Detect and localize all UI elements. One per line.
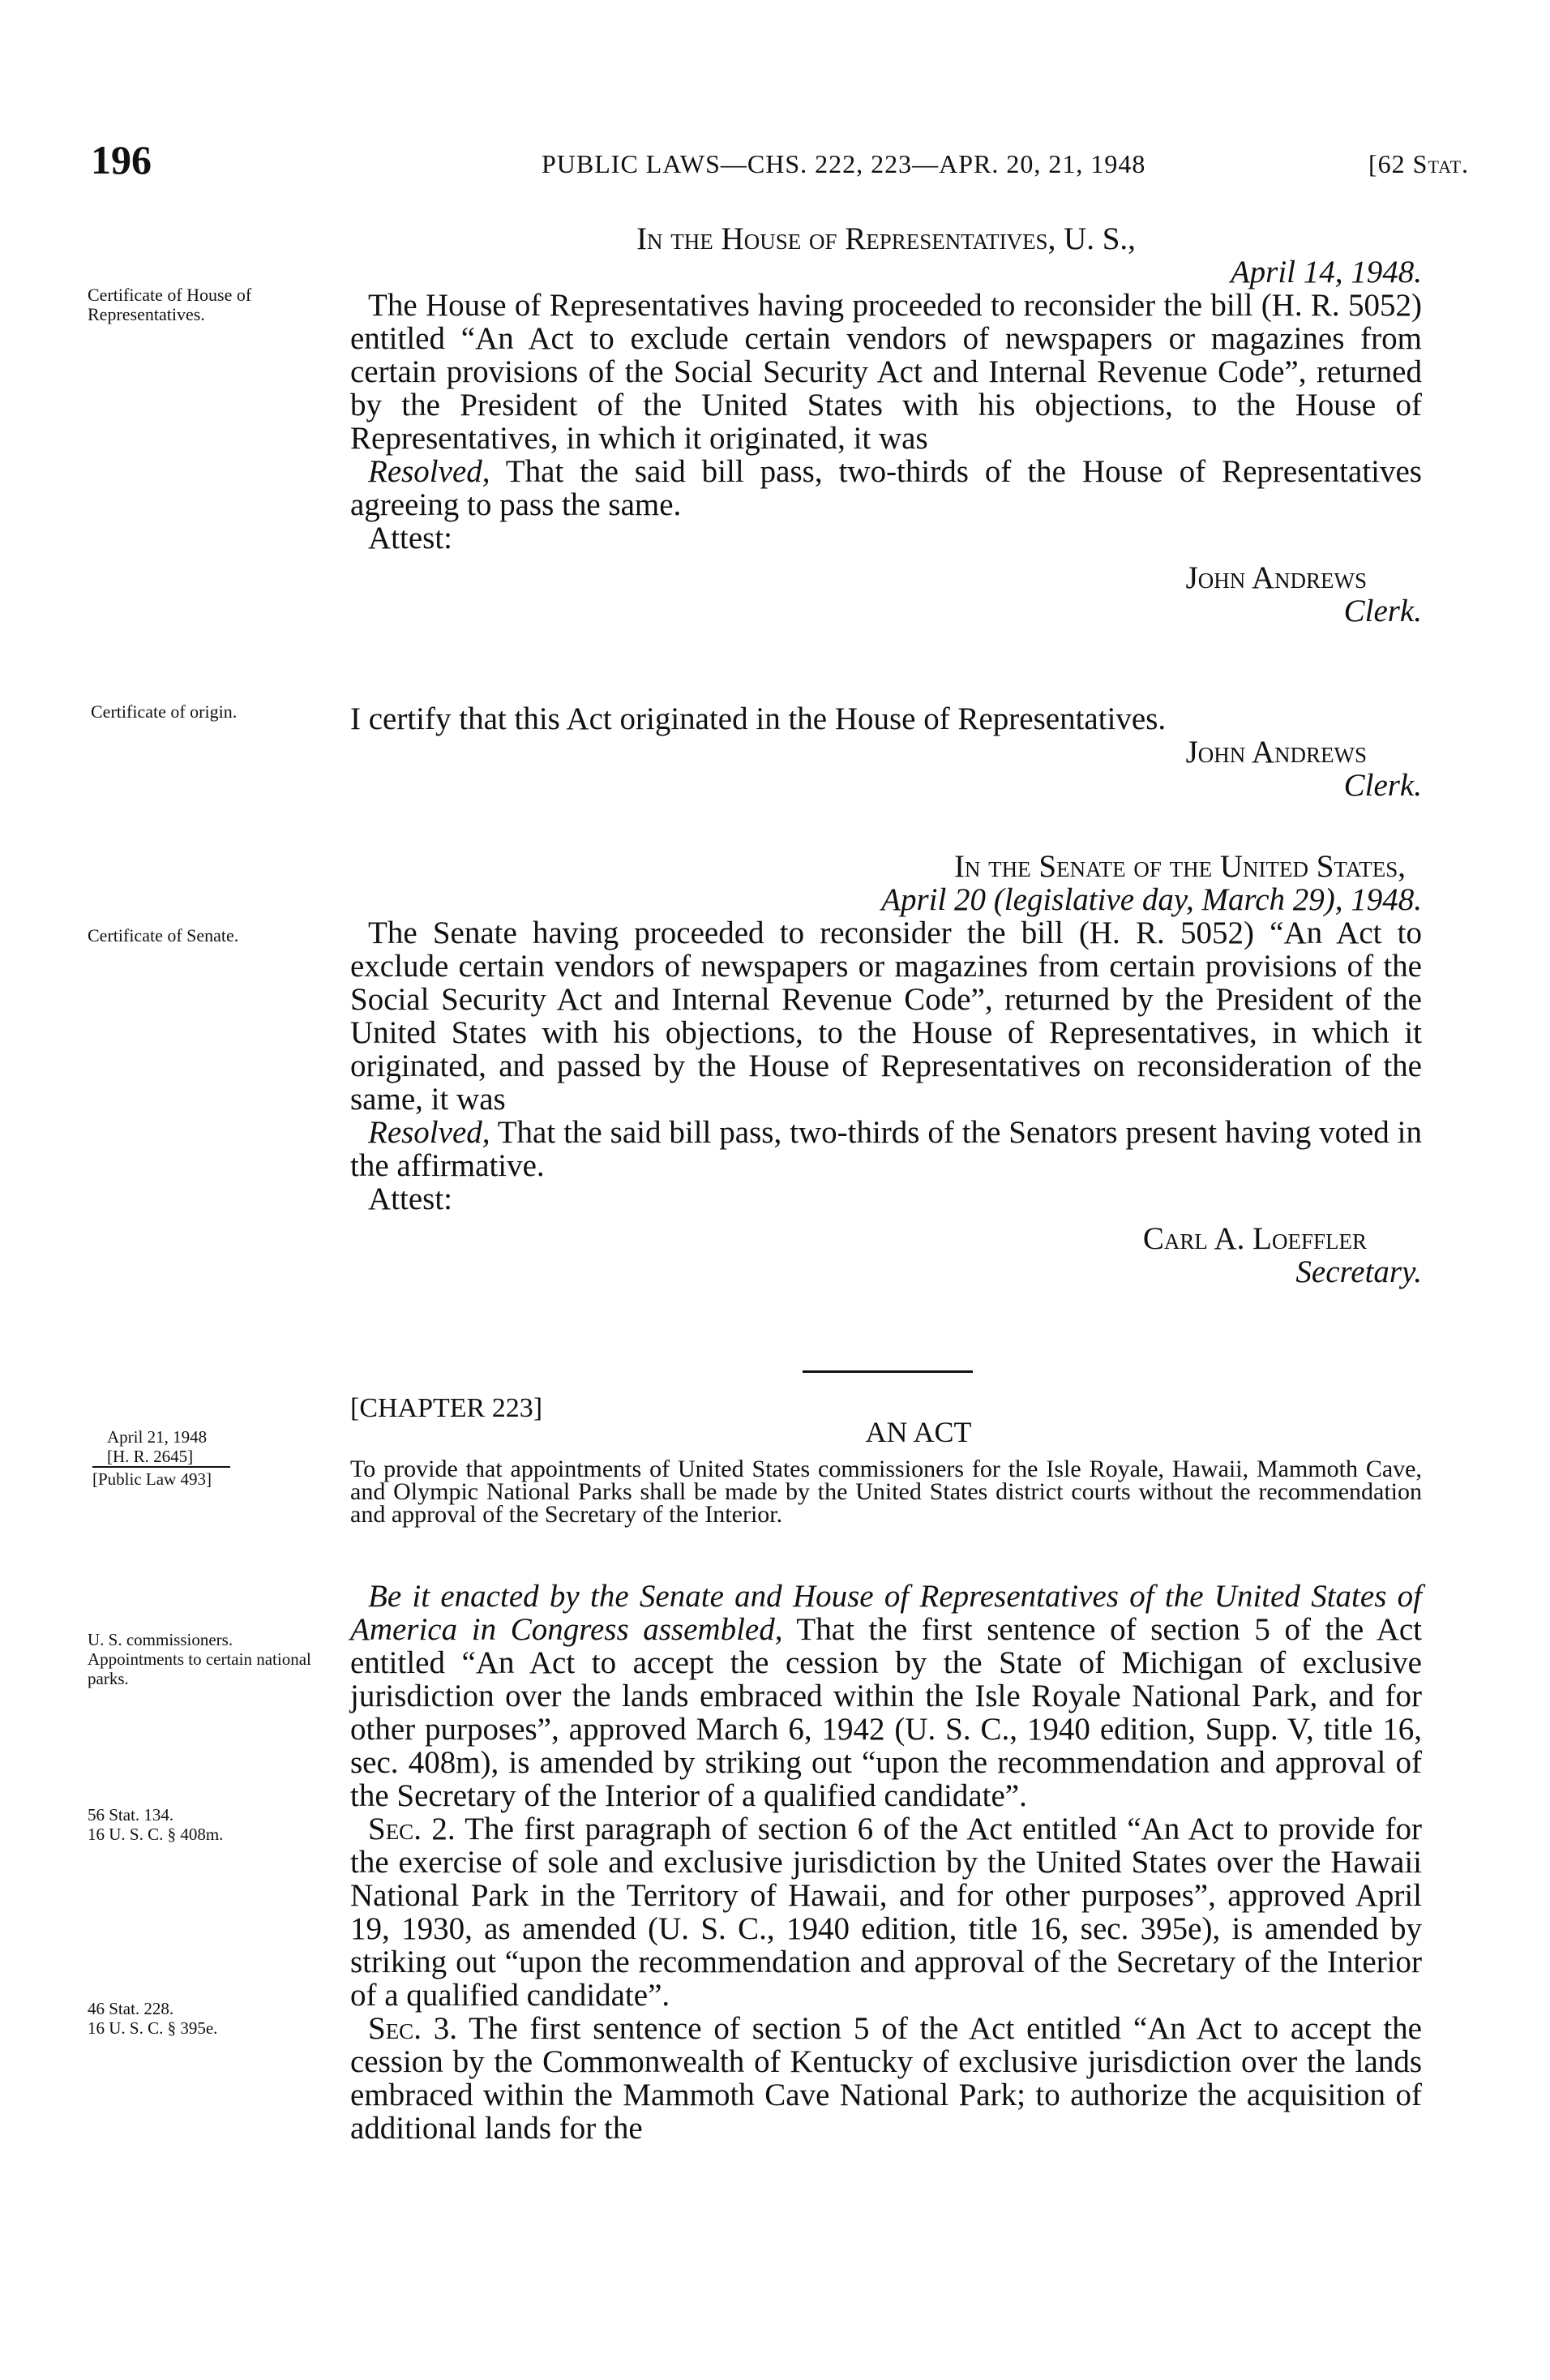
page-number: 196 xyxy=(91,137,152,182)
usc-395e: 16 U. S. C. § 395e. xyxy=(88,2018,218,2038)
section-1 xyxy=(350,1580,1422,1812)
act-title: AN ACT xyxy=(865,1416,972,1448)
senate-signature-name: Carl A. Loeffler xyxy=(1142,1221,1367,1256)
resolved-text: That the said bill pass, two-thirds of the Senators present having voted in the affirmative. xyxy=(350,1115,1422,1183)
sidenote-certificate-senate: Certificate of Senate. xyxy=(88,925,239,946)
senate-certificate xyxy=(350,850,1422,1289)
sidenote-statute-hawaii xyxy=(88,1999,331,2038)
senate-signature-title: Secretary. xyxy=(1295,1254,1422,1289)
sidenote-certificate-origin: Certificate of origin. xyxy=(91,701,238,722)
section-2-text: The first paragraph of section 6 of the Act entitled “An Act to provide for the exercise of sole and exclusive jurisdiction by the United States over the Hawaii National Park in the Territory of Hawaii, and for other purposes”, approved April 19, 1930, as amended (U. S. C., 1940 edition, title 16, sec. 395e), is amended by striking out “upon the recommendation and approval of the Secretary of the Interior of a qualified candidate”. xyxy=(350,1812,1422,2013)
section-3-label: Sec. 3. xyxy=(368,2011,458,2046)
sidenote-statute-isle-royale xyxy=(88,1805,331,1844)
chapter-public-law: [Public Law 493] xyxy=(92,1466,230,1489)
chapter-label: [CHAPTER 223] xyxy=(350,1393,543,1423)
stat-46: 46 Stat. 228. xyxy=(88,1999,174,2018)
resolved-text: That the said bill pass, two-thirds of the House of Representatives agreeing to pass the same. xyxy=(350,454,1422,522)
section-1-text: That the first sentence of section 5 of the Act entitled “An Act to accept the cession by the State of Michigan of exclusive jurisdiction over the lands embraced within the Isle Royale National Park, and for other purposes”, approved March 6, 1942 (U. S. C., 1940 edition, Supp. V, title 16, sec. 408m), is amended by striking out “upon the recommendation and approval of the Secretary of the Interior of a qualified candidate”. xyxy=(350,1612,1423,1813)
house-signature-title: Clerk. xyxy=(1343,594,1422,628)
act-summary: To provide that appointments of United States commissioners for the Isle Royale, Hawaii, Mammoth Cave, and Olympic National Parks shall be made by the United States district courts without the recommendation and approval of the Secretary of the Interior. xyxy=(350,1456,1422,1528)
house-resolution xyxy=(350,455,1422,521)
act-body xyxy=(350,1580,1422,2145)
house-attest: Attest: xyxy=(368,521,452,555)
sidenote-chapter-info xyxy=(92,1427,350,1489)
chapter-date: April 21, 1948 xyxy=(107,1427,208,1447)
enacting-clause: Be it enacted by the Senate and House of Representatives of the United States of America in Congress assembled, xyxy=(350,1579,1422,1647)
house-certificate xyxy=(350,222,1422,628)
house-body: The House of Representatives having proceeded to reconsider the bill (H. R. 5052) entitled “An Act to exclude certain vendors of newspapers or magazines from certain provisions of the Social Security Act and Internal Revenue Code”, returned by the President of the United States with his objections, to the House of Representatives, in which it originated, it was xyxy=(350,288,1422,456)
sidenote-certificate-house: Certificate of House of Representatives. xyxy=(88,285,252,324)
stat-56: 56 Stat. 134. xyxy=(88,1805,174,1825)
volume-reference: [62 Stat. xyxy=(1368,149,1470,178)
section-divider xyxy=(803,1370,973,1373)
origin-text: I certify that this Act originated in the House of Representatives. xyxy=(350,701,1167,736)
house-signature-name: John Andrews xyxy=(1185,560,1367,595)
senate-attest: Attest: xyxy=(368,1181,452,1216)
running-head: PUBLIC LAWS—CHS. 222, 223—APR. 20, 21, 1948 xyxy=(542,149,1146,178)
resolved-word: Resolved, xyxy=(368,454,490,489)
origin-signature-title: Clerk. xyxy=(1343,768,1422,803)
house-date: April 14, 1948. xyxy=(1230,255,1422,289)
section-2 xyxy=(350,1812,1422,2012)
origin-signature-name: John Andrews xyxy=(1185,735,1367,770)
house-heading: In the House of Representatives, U. S., xyxy=(636,221,1136,256)
section-2-label: Sec. 2. xyxy=(368,1812,456,1846)
senate-date: April 20 (legislative day, March 29), 1948. xyxy=(881,882,1422,917)
section-3 xyxy=(350,2012,1422,2145)
usc-408m: 16 U. S. C. § 408m. xyxy=(88,1825,224,1844)
section-3-text: The first sentence of section 5 of the Act entitled “An Act to accept the cession by the Commonwealth of Kentucky of exclusive jurisdiction over the lands embraced within the Mammoth Cave National Park; to authorize the acquisition of additional lands for the xyxy=(350,2011,1422,2146)
senate-resolution xyxy=(350,1116,1422,1182)
sidenote-commissioners: U. S. commissioners. Appointments to certain national parks. xyxy=(88,1630,311,1688)
senate-heading: In the Senate of the United States, xyxy=(953,849,1406,884)
senate-body: The Senate having proceeded to reconsider the bill (H. R. 5052) “An Act to exclude certain vendors of newspapers or magazines from certain provisions of the Social Security Act and Internal Revenue Code”, returned by the President of the United States with his objections, to the House of Representatives, in which it originated, and passed by the House of Representatives on reconsideration of the same, it was xyxy=(350,916,1422,1117)
chapter-bill-number: [H. R. 2645] xyxy=(107,1447,194,1466)
resolved-word: Resolved, xyxy=(368,1115,490,1150)
origin-certificate xyxy=(350,702,1422,802)
